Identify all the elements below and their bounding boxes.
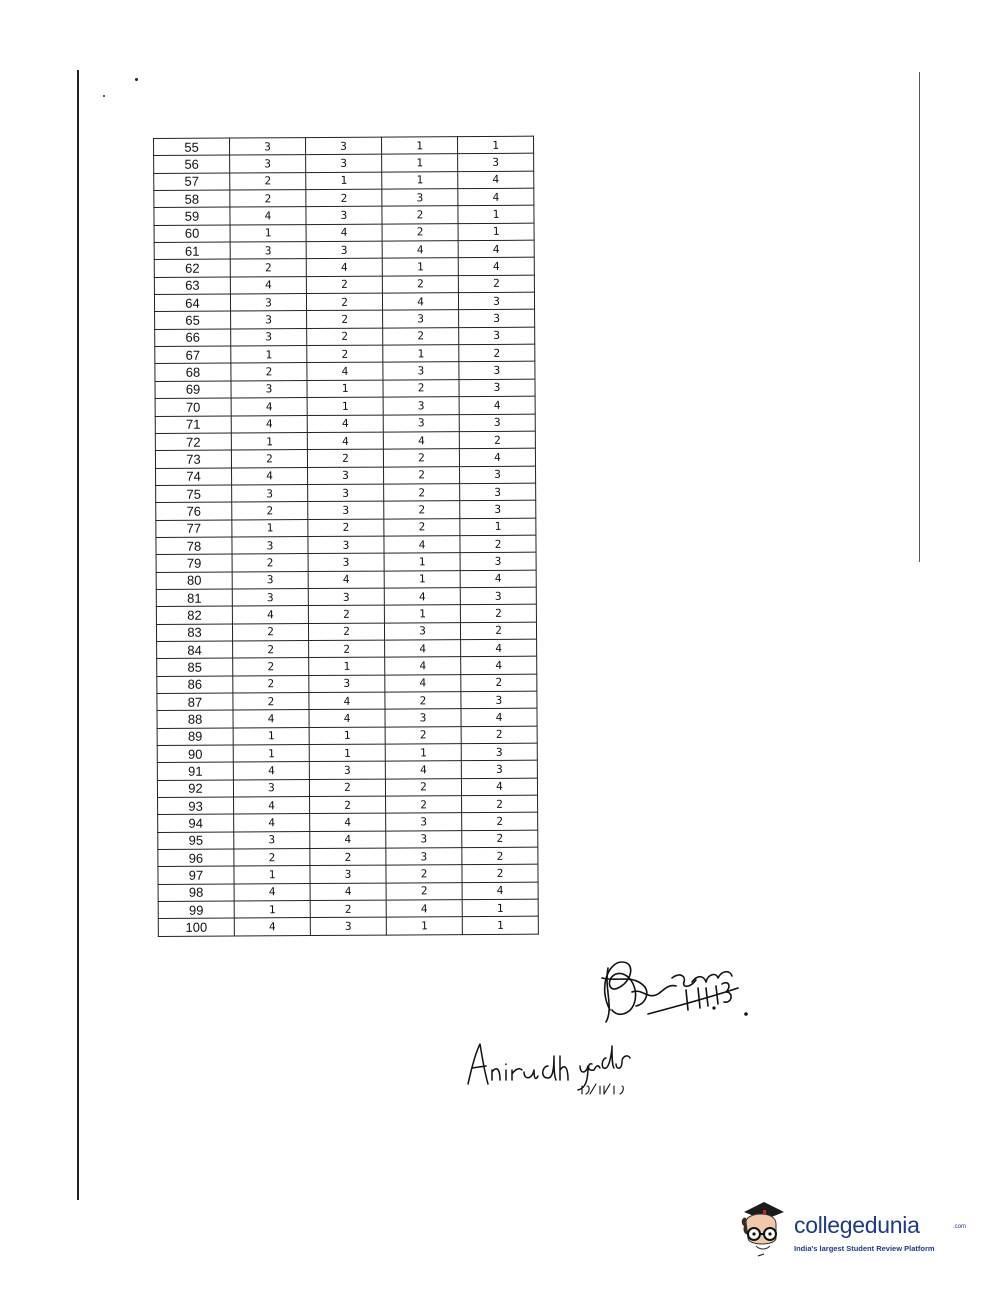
answer-cell-set-4: 1	[458, 223, 534, 241]
answer-cell-set-2: 2	[308, 623, 384, 641]
answer-cell-set-3: 4	[385, 657, 461, 675]
question-number: 89	[157, 728, 233, 746]
answer-cell-set-1: 2	[230, 172, 306, 190]
answer-cell-set-1: 3	[232, 571, 308, 589]
question-number: 55	[154, 138, 230, 156]
answer-cell-set-3: 2	[382, 206, 458, 224]
answer-cell-set-3: 2	[383, 327, 459, 345]
answer-cell-set-2: 3	[308, 536, 384, 554]
answer-cell-set-3: 3	[383, 310, 459, 328]
answer-cell-set-1: 1	[230, 224, 306, 242]
answer-cell-set-2: 3	[309, 675, 385, 693]
answer-cell-set-4: 2	[462, 865, 538, 883]
answer-cell-set-1: 3	[231, 380, 307, 398]
answer-cell-set-3: 1	[383, 345, 459, 363]
answer-cell-set-1: 3	[232, 588, 308, 606]
answer-cell-set-3: 1	[382, 154, 458, 172]
answer-cell-set-3: 3	[383, 397, 459, 415]
answer-cell-set-4: 4	[461, 709, 537, 727]
answer-cell-set-1: 3	[230, 294, 306, 312]
answer-cell-set-3: 3	[383, 414, 459, 432]
question-number: 64	[154, 294, 230, 312]
answer-cell-set-2: 3	[309, 761, 385, 779]
question-number: 70	[155, 398, 231, 416]
answer-cell-set-3: 1	[384, 553, 460, 571]
answer-cell-set-4: 4	[459, 396, 535, 414]
answer-cell-set-3: 1	[386, 917, 462, 935]
answer-cell-set-4: 3	[460, 587, 536, 605]
answer-cell-set-1: 2	[233, 641, 309, 659]
answer-cell-set-1: 1	[231, 346, 307, 364]
answer-cell-set-2: 3	[306, 206, 382, 224]
answer-cell-set-4: 4	[461, 778, 537, 796]
answer-cell-set-1: 4	[233, 710, 309, 728]
answer-key-table	[153, 136, 539, 937]
answer-cell-set-4: 3	[460, 466, 536, 484]
question-number: 56	[154, 155, 230, 173]
answer-cell-set-2: 3	[310, 866, 386, 884]
answer-cell-set-3: 4	[385, 640, 461, 658]
answer-cell-set-1: 3	[231, 328, 307, 346]
answer-cell-set-2: 4	[307, 432, 383, 450]
question-number: 63	[154, 277, 230, 295]
answer-cell-set-4: 3	[458, 154, 534, 172]
question-number: 94	[158, 814, 234, 832]
answer-cell-set-3: 2	[382, 223, 458, 241]
answer-cell-set-1: 4	[234, 883, 310, 901]
answer-cell-set-4: 2	[462, 847, 538, 865]
question-number: 77	[156, 520, 232, 538]
answer-cell-set-1: 2	[233, 693, 309, 711]
answer-cell-set-2: 2	[306, 293, 382, 311]
answer-cell-set-1: 4	[234, 918, 310, 936]
answer-cell-set-1: 1	[233, 745, 309, 763]
answer-cell-set-4: 2	[461, 674, 537, 692]
brand-suffix: .com	[953, 1224, 967, 1230]
answer-cell-set-4: 3	[461, 761, 537, 779]
answer-cell-set-2: 3	[308, 588, 384, 606]
answer-cell-set-2: 3	[308, 484, 384, 502]
question-number: 85	[157, 658, 233, 676]
question-number: 98	[158, 884, 234, 902]
answer-cell-set-4: 3	[460, 500, 536, 518]
answer-cell-set-1: 2	[232, 554, 308, 572]
answer-cell-set-2: 1	[307, 397, 383, 415]
answer-cell-set-1: 4	[231, 415, 307, 433]
answer-cell-set-1: 4	[233, 762, 309, 780]
answer-cell-set-2: 2	[308, 519, 384, 537]
answer-cell-set-4: 3	[459, 362, 535, 380]
question-number: 87	[157, 693, 233, 711]
answer-cell-set-3: 1	[384, 605, 460, 623]
answer-cell-set-3: 3	[384, 622, 460, 640]
answer-cell-set-1: 3	[230, 155, 306, 173]
answer-cell-set-2: 2	[310, 796, 386, 814]
answer-cell-set-2: 4	[310, 883, 386, 901]
answer-cell-set-4: 3	[459, 327, 535, 345]
signature-anirudh	[462, 1036, 652, 1096]
answer-cell-set-4: 4	[458, 258, 534, 276]
answer-cell-set-4: 2	[459, 344, 535, 362]
answer-cell-set-4: 3	[461, 743, 537, 761]
question-number: 62	[154, 259, 230, 277]
answer-cell-set-4: 1	[462, 899, 538, 917]
answer-cell-set-3: 3	[386, 830, 462, 848]
question-number: 82	[156, 606, 232, 624]
question-number: 67	[155, 346, 231, 364]
question-number: 65	[155, 311, 231, 329]
answer-cell-set-2: 3	[308, 501, 384, 519]
answer-cell-set-2: 4	[306, 224, 382, 242]
question-number: 92	[157, 780, 233, 798]
answer-cell-set-1: 1	[232, 519, 308, 537]
answer-cell-set-1: 1	[231, 432, 307, 450]
answer-cell-set-4: 3	[460, 483, 536, 501]
answer-cell-set-2: 3	[306, 137, 382, 155]
answer-cell-set-2: 2	[306, 276, 382, 294]
answer-cell-set-1: 3	[232, 536, 308, 554]
answer-cell-set-4: 3	[460, 552, 536, 570]
table-row	[158, 917, 538, 937]
answer-cell-set-4: 2	[462, 795, 538, 813]
answer-cell-set-2: 1	[309, 727, 385, 745]
answer-cell-set-2: 1	[309, 657, 385, 675]
answer-cell-set-3: 2	[384, 518, 460, 536]
answer-cell-set-3: 3	[385, 709, 461, 727]
answer-cell-set-3: 3	[386, 813, 462, 831]
answer-cell-set-3: 4	[386, 900, 462, 918]
answer-cell-set-2: 4	[310, 813, 386, 831]
answer-cell-set-4: 2	[460, 604, 536, 622]
answer-cell-set-4: 3	[458, 292, 534, 310]
question-number: 100	[158, 918, 234, 936]
answer-cell-set-3: 2	[385, 692, 461, 710]
answer-cell-set-3: 2	[383, 379, 459, 397]
answer-cell-set-2: 3	[310, 918, 386, 936]
question-number: 68	[155, 363, 231, 381]
answer-cell-set-3: 4	[382, 241, 458, 259]
answer-cell-set-4: 2	[460, 622, 536, 640]
answer-cell-set-4: 3	[459, 310, 535, 328]
answer-cell-set-2: 2	[307, 311, 383, 329]
answer-cell-set-4: 2	[462, 830, 538, 848]
answer-cell-set-3: 2	[384, 466, 460, 484]
answer-cell-set-1: 3	[233, 779, 309, 797]
answer-cell-set-1: 4	[231, 398, 307, 416]
answer-cell-set-1: 2	[231, 450, 307, 468]
question-number: 72	[155, 433, 231, 451]
question-number: 91	[157, 762, 233, 780]
scan-speck	[135, 78, 138, 81]
answer-cell-set-4: 1	[462, 917, 538, 935]
question-number: 73	[155, 450, 231, 468]
answer-cell-set-2: 2	[307, 345, 383, 363]
answer-cell-set-2: 4	[307, 363, 383, 381]
answer-cell-set-1: 1	[234, 901, 310, 919]
question-number: 83	[156, 624, 232, 642]
answer-cell-set-4: 4	[460, 570, 536, 588]
answer-cell-set-3: 2	[386, 865, 462, 883]
answer-cell-set-2: 3	[306, 154, 382, 172]
answer-cell-set-3: 1	[384, 570, 460, 588]
answer-cell-set-3: 4	[382, 293, 458, 311]
answer-cell-set-1: 4	[230, 207, 306, 225]
question-number: 95	[158, 832, 234, 850]
question-number: 75	[156, 485, 232, 503]
answer-cell-set-1: 2	[230, 259, 306, 277]
question-number: 60	[154, 225, 230, 243]
question-number: 59	[154, 207, 230, 225]
answer-cell-set-4: 1	[460, 518, 536, 536]
question-number: 90	[157, 745, 233, 763]
scan-speck	[103, 95, 105, 97]
question-number: 79	[156, 554, 232, 572]
question-number: 88	[157, 710, 233, 728]
answer-cell-set-3: 2	[386, 882, 462, 900]
answer-cell-set-2: 2	[307, 328, 383, 346]
answer-cell-set-4: 4	[459, 448, 535, 466]
answer-cell-set-3: 1	[382, 258, 458, 276]
answer-cell-set-2: 1	[306, 172, 382, 190]
answer-cell-set-1: 3	[230, 138, 306, 156]
question-number: 86	[157, 676, 233, 694]
answer-cell-set-1: 4	[234, 814, 310, 832]
answer-cell-set-2: 2	[310, 848, 386, 866]
answer-cell-set-3: 4	[385, 674, 461, 692]
answer-cell-set-3: 1	[381, 137, 457, 155]
answer-cell-set-3: 1	[382, 171, 458, 189]
answer-cell-set-3: 2	[384, 501, 460, 519]
question-number: 58	[154, 190, 230, 208]
mascot-icon	[736, 1196, 792, 1260]
answer-cell-set-4: 4	[458, 171, 534, 189]
answer-cell-set-3: 2	[384, 484, 460, 502]
answer-cell-set-2: 2	[308, 605, 384, 623]
answer-cell-set-2: 4	[310, 831, 386, 849]
answer-cell-set-2: 4	[308, 571, 384, 589]
page-left-edge	[77, 70, 79, 1200]
question-number: 97	[158, 866, 234, 884]
answer-cell-set-2: 4	[309, 709, 385, 727]
question-number: 69	[155, 381, 231, 399]
answer-cell-set-2: 4	[306, 259, 382, 277]
answer-cell-set-2: 1	[309, 744, 385, 762]
answer-cell-set-1: 2	[234, 849, 310, 867]
question-number: 61	[154, 242, 230, 260]
page-right-edge	[919, 72, 920, 562]
answer-cell-set-3: 1	[385, 744, 461, 762]
answer-cell-set-1: 1	[233, 727, 309, 745]
answer-cell-set-1: 4	[232, 467, 308, 485]
question-number: 76	[156, 502, 232, 520]
answer-cell-set-4: 4	[461, 639, 537, 657]
answer-cell-set-1: 2	[233, 658, 309, 676]
answer-cell-set-2: 2	[306, 189, 382, 207]
answer-cell-set-1: 3	[232, 484, 308, 502]
question-number: 99	[158, 901, 234, 919]
question-number: 96	[158, 849, 234, 867]
answer-cell-set-1: 4	[232, 606, 308, 624]
answer-cell-set-2: 2	[309, 779, 385, 797]
answer-cell-set-3: 2	[385, 726, 461, 744]
answer-cell-set-3: 2	[386, 796, 462, 814]
answer-cell-set-4: 1	[457, 136, 533, 154]
answer-cell-set-3: 4	[385, 761, 461, 779]
answer-cell-set-3: 3	[386, 848, 462, 866]
question-number: 74	[156, 468, 232, 486]
answer-cell-set-1: 2	[232, 623, 308, 641]
answer-cell-set-3: 4	[383, 431, 459, 449]
answer-cell-set-4: 2	[460, 535, 536, 553]
answer-cell-set-1: 2	[231, 363, 307, 381]
answer-cell-set-1: 4	[230, 276, 306, 294]
answer-cell-set-3: 4	[384, 536, 460, 554]
answer-cell-set-1: 1	[234, 866, 310, 884]
answer-cell-set-4: 4	[458, 240, 534, 258]
answer-cell-set-1: 3	[231, 311, 307, 329]
answer-cell-set-3: 4	[384, 588, 460, 606]
answer-cell-set-1: 3	[234, 831, 310, 849]
answer-cell-set-3: 2	[385, 778, 461, 796]
answer-cell-set-2: 3	[308, 553, 384, 571]
answer-cell-set-2: 4	[307, 415, 383, 433]
answer-cell-set-2: 2	[307, 449, 383, 467]
answer-cell-set-3: 3	[383, 362, 459, 380]
answer-cell-set-1: 3	[230, 242, 306, 260]
answer-cell-set-4: 1	[458, 206, 534, 224]
answer-cell-set-1: 2	[232, 502, 308, 520]
question-number: 93	[158, 797, 234, 815]
answer-cell-set-4: 2	[462, 813, 538, 831]
answer-cell-set-1: 2	[230, 190, 306, 208]
answer-cell-set-4: 3	[459, 414, 535, 432]
answer-cell-set-2: 3	[306, 241, 382, 259]
answer-cell-set-4: 4	[458, 188, 534, 206]
question-number: 78	[156, 537, 232, 555]
question-number: 66	[155, 329, 231, 347]
answer-cell-set-4: 2	[459, 431, 535, 449]
answer-key-body	[154, 136, 539, 936]
answer-cell-set-2: 2	[309, 640, 385, 658]
answer-cell-set-1: 2	[233, 675, 309, 693]
answer-cell-set-2: 1	[307, 380, 383, 398]
answer-cell-set-2: 3	[308, 467, 384, 485]
answer-cell-set-2: 2	[310, 900, 386, 918]
question-number: 80	[156, 572, 232, 590]
signature-ramas	[588, 948, 768, 1038]
answer-cell-set-1: 4	[234, 797, 310, 815]
question-number: 84	[157, 641, 233, 659]
answer-cell-set-4: 4	[462, 882, 538, 900]
answer-cell-set-2: 4	[309, 692, 385, 710]
question-number: 57	[154, 173, 230, 191]
answer-cell-set-4: 2	[461, 726, 537, 744]
question-number: 81	[156, 589, 232, 607]
answer-cell-set-4: 2	[458, 275, 534, 293]
collegedunia-logo	[736, 1196, 966, 1262]
answer-cell-set-3: 3	[382, 189, 458, 207]
brand-tagline: India's largest Student Review Platform	[794, 1244, 935, 1253]
brand-name: collegedunia	[794, 1212, 920, 1238]
answer-cell-set-3: 2	[383, 449, 459, 467]
answer-cell-set-4: 4	[461, 656, 537, 674]
question-number: 71	[155, 416, 231, 434]
answer-cell-set-3: 2	[382, 275, 458, 293]
answer-cell-set-4: 3	[459, 379, 535, 397]
answer-cell-set-4: 3	[461, 691, 537, 709]
